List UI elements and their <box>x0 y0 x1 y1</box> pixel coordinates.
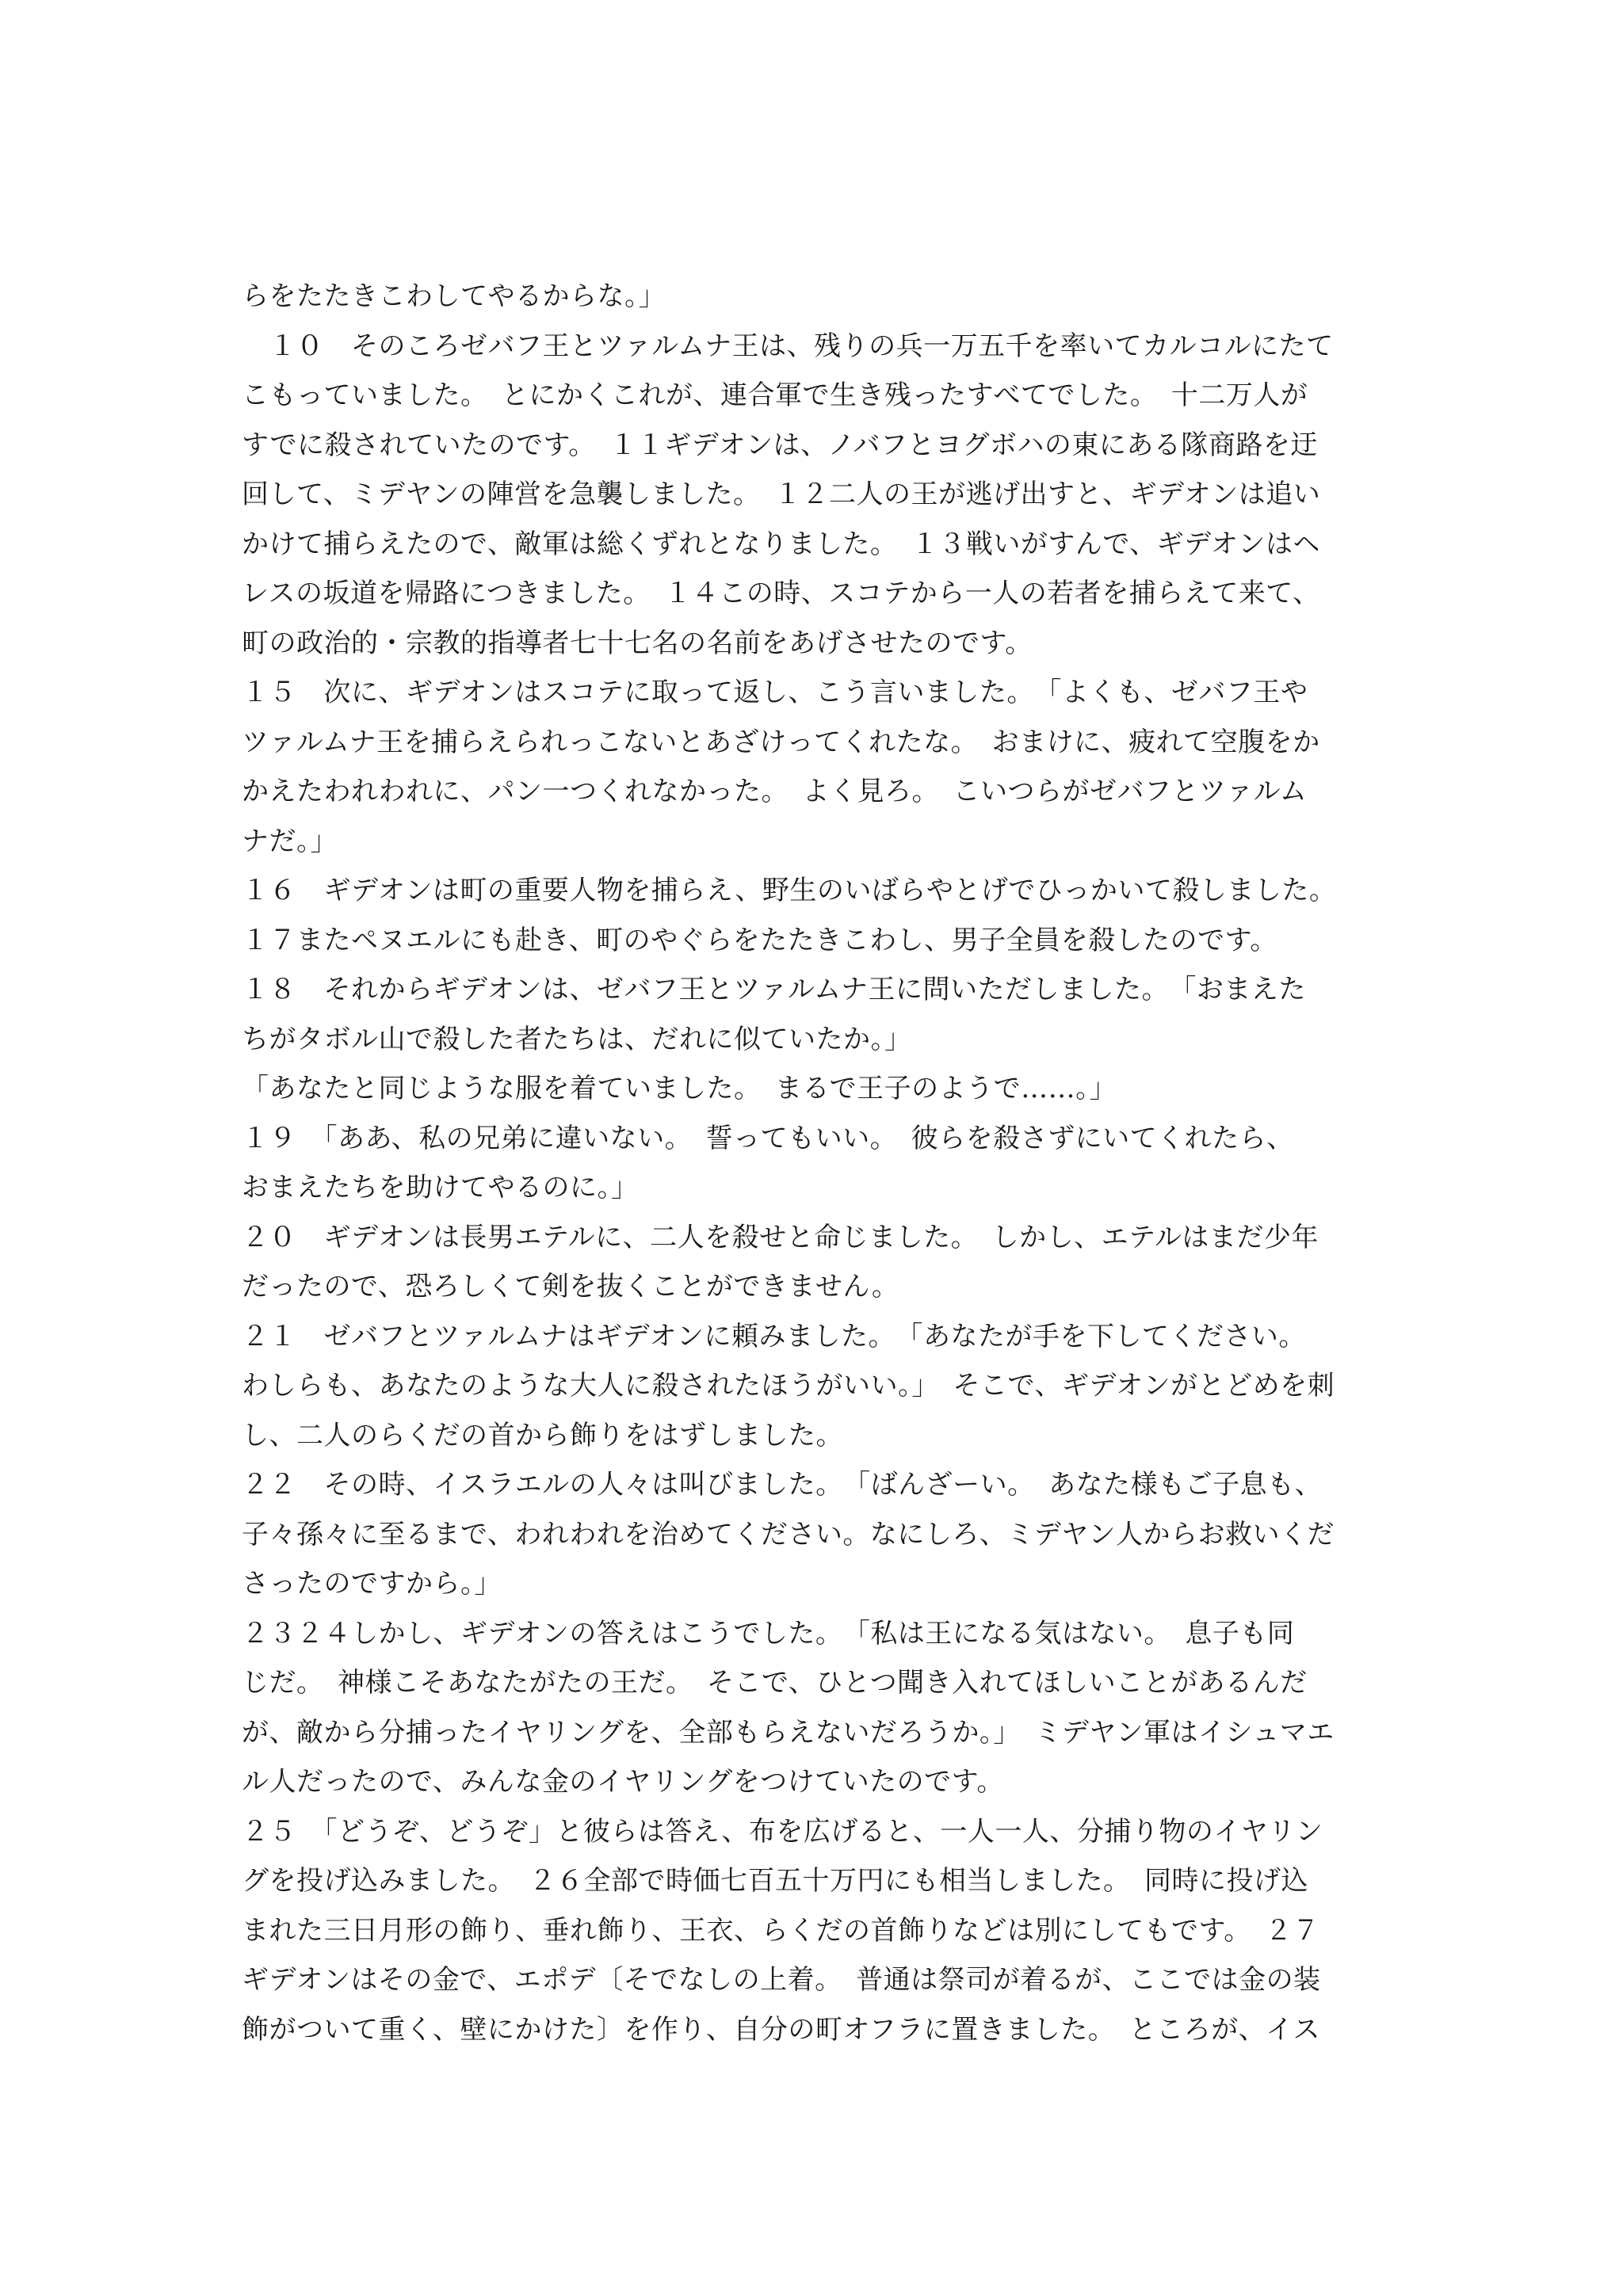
text-line: １５ 次に、ギデオンはスコテに取って返し、こう言いました。 「よくも、ゼバフ王や <box>242 677 1308 708</box>
text-line: ギデオンはその金で、エポデ〔そでなしの上着。 普通は祭司が着るが、ここでは金の装 <box>242 1964 1321 1996</box>
text-line: だったので、恐ろしくて剣を抜くことができません。 <box>242 1271 899 1302</box>
body-text <box>242 272 1399 2054</box>
text-line: １８ それからギデオンは、ゼバフ王とツァルムナ王に問いただしました。 「おまえた <box>242 974 1306 1005</box>
text-line: 回して、ミデヤンの陣営を急襲しました。 １２二人の王が逃げ出すと、ギデオンは追い <box>242 479 1321 510</box>
text-line: すでに殺されていたのです。 １１ギデオンは、ノバフとヨグボハの東にある隊商路を迂 <box>242 429 1318 461</box>
text-line: が、敵から分捕ったイヤリングを、全部もらえないだろうか。」 ミデヤン軍はイシュマエ <box>242 1716 1335 1749</box>
text-line: ２３２４しかし、ギデオンの答えはこうでした。 「私は王になる気はない。 息子も同 <box>242 1617 1295 1650</box>
text-line: レスの坂道を帰路につきました。 １４この時、スコテから一人の若者を捕らえて来て、 <box>242 578 1320 609</box>
text-line: ル人だったので、みんな金のイヤリングをつけていたのです。 <box>242 1766 1004 1798</box>
text-line: ２２ その時、イスラエルの人々は叫びました。 「ばんざーい。 あなた様もご子息も、 <box>242 1469 1323 1501</box>
text-line: さったのですから。」 <box>242 1568 502 1600</box>
text-line: １６ ギデオンは町の重要人物を捕らえ、野生のいばらやとげでひっかいて殺しました。 <box>242 875 1337 906</box>
text-line: ツァルムナ王を捕らえられっこないとあざけってくれたな。 おまけに、疲れて空腹をか <box>242 726 1320 758</box>
text-line: し、二人のらくだの首から飾りをはずしました。 <box>242 1419 843 1451</box>
text-line: 子々孫々に至るまで、われわれを治めてください。なにしろ、ミデヤン人からお救いくだ <box>242 1518 1335 1550</box>
text-line: 「あなたと同じような服を着ていました。 まるで王子のようで……。」 <box>242 1073 1117 1104</box>
text-line: 飾がついて重く、壁にかけた〕を作り、自分の町オフラに置きました。 ところが、イス <box>242 2013 1320 2046</box>
text-line: １７またペヌエルにも赴き、町のやぐらをたたきこわし、男子全員を殺したのです。 <box>242 924 1277 956</box>
text-line: ちがタボル山で殺した者たちは、だれに似ていたか。」 <box>242 1023 912 1055</box>
text-line: こもっていました。 とにかくこれが、連合軍で生き残ったすべてでした。 十二万人が <box>242 379 1308 411</box>
text-line: ２０ ギデオンは長男エテルに、二人を殺せと命じました。 しかし、エテルはまだ少年 <box>242 1221 1319 1253</box>
text-line: ナだ。」 <box>242 825 338 857</box>
text-line: ２１ ゼバフとツァルムナはギデオンに頼みました。 「あなたが手を下してください。 <box>242 1320 1306 1352</box>
text-line: グを投げ込みました。 ２６全部で時価七百五十万円にも相当しました。 同時に投げ込 <box>242 1865 1308 1897</box>
text-line: １０ そのころゼバフ王とツァルムナ王は、残りの兵一万五千を率いてカルコルにたて <box>242 330 1334 362</box>
text-line: まれた三日月形の飾り、垂れ飾り、王衣、らくだの首飾りなどは別にしてもです。 ２７ <box>242 1914 1320 1947</box>
text-line: らをたたきこわしてやるからな。」 <box>242 280 666 312</box>
text-line: かけて捕らえたので、敵軍は総くずれとなりました。 １３戦いがすんで、ギデオンはヘ <box>242 528 1320 560</box>
text-line: じだ。 神様こそあなたがたの王だ。 そこで、ひとつ聞き入れてほしいことがあるんだ <box>242 1667 1308 1699</box>
text-line: わしらも、あなたのような大人に殺されたほうがいい。」 そこで、ギデオンがとどめを刺 <box>242 1370 1335 1402</box>
text-line: 町の政治的・宗教的指導者七十七名の名前をあげさせたのです。 <box>242 627 1033 659</box>
text-line: １９ 「ああ、私の兄弟に違いない。 誓ってもいい。 彼らを殺さずにいてくれたら、 <box>242 1122 1294 1154</box>
text-line: おまえたちを助けてやるのに。」 <box>242 1172 639 1203</box>
text-line: かえたわれわれに、パン一つくれなかった。 よく見ろ。 こいつらがゼバフとツァルム <box>242 776 1308 807</box>
text-line: ２５ 「どうぞ、どうぞ」と彼らは答え、布を広げると、一人一人、分捕り物のイヤリン <box>242 1815 1323 1848</box>
